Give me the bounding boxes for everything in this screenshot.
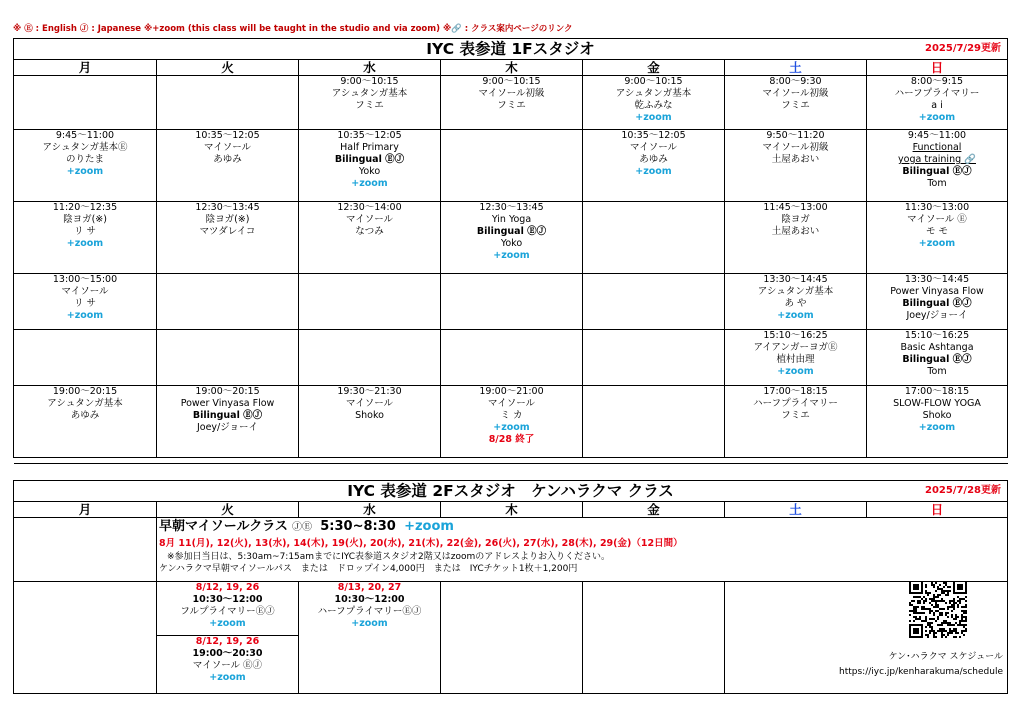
- class-line: Yoko: [358, 166, 381, 177]
- class-line: アシュタンガ基本: [331, 88, 408, 99]
- class-line: 乾ふみな: [634, 100, 673, 111]
- zoom-label: +zoom: [635, 166, 672, 177]
- class-cell-sat: [725, 130, 867, 202]
- kenha-weekend: [725, 582, 1008, 694]
- class-line: アシュタンガ基本: [615, 88, 692, 99]
- schedule-row: [14, 202, 1008, 274]
- wed-am-time: 10:30～12:00: [334, 594, 405, 605]
- kenha-tue-am: [157, 582, 299, 636]
- class-line: Basic Ashtanga: [900, 342, 974, 353]
- schedule-row: [14, 130, 1008, 202]
- class-cell-sat: [725, 76, 867, 130]
- class-cell-tue: [157, 130, 299, 202]
- class-cell-fri: [583, 202, 725, 274]
- class-line: Power Vinyasa Flow: [180, 398, 275, 409]
- class-line: マイソール: [203, 142, 252, 153]
- class-time: 13:30～14:45: [904, 274, 970, 285]
- early-empty-mon: [14, 518, 157, 582]
- class-line: あゆみ: [70, 410, 100, 421]
- class-time: 19:30～21:30: [337, 386, 402, 397]
- day-wed: 水: [299, 502, 441, 518]
- class-time: 10:35～12:05: [337, 130, 402, 141]
- class-cell-tue: [157, 330, 299, 386]
- kenha-mon: [14, 582, 157, 694]
- class-cell-sun: [867, 130, 1008, 202]
- class-cell-thu: [441, 76, 583, 130]
- class-time: 19:00～20:15: [52, 386, 118, 397]
- wed-am-zoom: +zoom: [351, 618, 388, 629]
- day-thu: 木: [441, 502, 583, 518]
- studio1-header: [14, 39, 1008, 60]
- zoom-label: +zoom: [66, 238, 104, 249]
- class-line: Joey/ジョーイ: [906, 310, 968, 321]
- class-line: Tom: [927, 366, 947, 377]
- class-time: 9:00～10:15: [340, 76, 399, 87]
- kenha-thu: [441, 582, 583, 694]
- class-time: 9:00～10:15: [482, 76, 541, 87]
- class-time: 8:00～9:15: [910, 76, 964, 87]
- class-cell-wed: [299, 274, 441, 330]
- class-line: リ サ: [73, 298, 97, 309]
- class-line: マツダレイコ: [199, 226, 256, 237]
- class-line: マイソール: [345, 398, 394, 409]
- class-line: Tom: [927, 178, 947, 189]
- class-line: 陰ヨガ: [781, 214, 810, 225]
- early-mysore-block: [157, 518, 1008, 582]
- class-line: フミエ: [497, 100, 526, 111]
- class-line: SLOW-FLOW YOGA: [893, 398, 981, 409]
- studio1-title: IYC 表参道 1Fスタジオ: [426, 40, 595, 58]
- class-line: なつみ: [355, 226, 384, 237]
- studio2-updated: 2025/7/28更新: [924, 485, 1001, 496]
- class-time: 12:30～13:45: [479, 202, 544, 213]
- zoom-label: +zoom: [918, 422, 956, 433]
- tue-am-dates: 8/12, 19, 26: [195, 582, 260, 593]
- class-cell-wed: [299, 330, 441, 386]
- class-time: 9:00～10:15: [624, 76, 683, 87]
- class-link[interactable]: yoga training 🔗: [898, 154, 976, 165]
- wed-am-name: ハーフプライマリーⒺⒿ: [317, 606, 422, 617]
- class-cell-fri: [583, 76, 725, 130]
- day-tue: 火: [157, 60, 299, 76]
- class-time: 12:30～13:45: [195, 202, 260, 213]
- class-line: リ サ: [73, 226, 97, 237]
- class-cell-sun: [867, 274, 1008, 330]
- class-line: マイソール: [629, 142, 678, 153]
- class-line: あゆみ: [213, 154, 242, 165]
- zoom-label: +zoom: [777, 366, 814, 377]
- studio1-day-row: [14, 60, 1008, 76]
- class-cell-sun: [867, 76, 1008, 130]
- class-time: 11:30～13:00: [904, 202, 970, 213]
- class-cell-tue: [157, 386, 299, 458]
- class-time: 19:00～20:15: [195, 386, 260, 397]
- class-line: Yin Yoga: [491, 214, 532, 225]
- class-line: マイソール初級: [762, 88, 829, 99]
- class-cell-mon: [14, 130, 157, 202]
- class-time: 8:00～9:30: [769, 76, 822, 87]
- qr-code-icon[interactable]: [907, 582, 969, 641]
- class-time: 10:35～12:05: [621, 130, 686, 141]
- zoom-label: +zoom: [351, 178, 388, 189]
- day-sat: 土: [725, 60, 867, 76]
- studio2-schedule: [13, 480, 1008, 694]
- zoom-label: +zoom: [66, 310, 104, 321]
- tue-pm-time: 19:00～20:30: [192, 648, 263, 659]
- tue-am-name: フルプライマリーⒺⒿ: [180, 606, 275, 617]
- class-time: 13:30～14:45: [763, 274, 828, 285]
- class-line: のりたま: [65, 154, 104, 165]
- early-note-price: ケンハラクマ早朝マイソールパス または ドロップイン4,000円 または IYCチケット1枚＋1,200円: [159, 564, 578, 574]
- class-time: 15:10～16:25: [763, 330, 828, 341]
- schedule-row: [14, 76, 1008, 130]
- class-time: 17:00～18:15: [763, 386, 828, 397]
- class-line: あ や: [784, 298, 807, 309]
- class-line: Power Vinyasa Flow: [890, 286, 984, 297]
- class-cell-mon: [14, 202, 157, 274]
- class-cell-thu: [441, 386, 583, 458]
- zoom-label: +zoom: [66, 166, 104, 177]
- bilingual-label: Bilingual ⒺⒿ: [902, 166, 972, 177]
- class-time: 9:50～11:20: [766, 130, 825, 141]
- studio2-title: IYC 表参道 2Fスタジオ ケンハラクマ クラス: [347, 482, 674, 500]
- class-time: 15:10～16:25: [904, 330, 970, 341]
- class-time: 12:30～14:00: [337, 202, 402, 213]
- class-link[interactable]: Functional: [912, 142, 962, 153]
- class-time: 10:35～12:05: [195, 130, 260, 141]
- class-cell-sun: [867, 330, 1008, 386]
- class-line: あゆみ: [639, 154, 668, 165]
- class-line: 土屋あおい: [771, 154, 820, 165]
- day-fri: 金: [583, 60, 725, 76]
- class-line: アシュタンガ基本: [757, 286, 834, 297]
- class-line: モ モ: [925, 226, 949, 237]
- day-mon: 月: [14, 60, 157, 76]
- class-time: 19:00～21:00: [479, 386, 544, 397]
- early-mysore-row: [14, 518, 1008, 582]
- studio2-header: [14, 481, 1008, 502]
- class-cell-sat: [725, 330, 867, 386]
- class-line: マイソール: [345, 214, 394, 225]
- schedule-row: [14, 330, 1008, 386]
- class-line: アシュタンガ基本: [47, 398, 123, 409]
- class-line: アイアンガーヨガⒺ: [753, 342, 838, 353]
- studio1-body: [14, 76, 1008, 464]
- class-time: 9:45～11:00: [907, 130, 967, 141]
- class-line: Yoko: [500, 238, 523, 249]
- class-line: Shoko: [922, 410, 952, 421]
- class-cell-fri: [583, 330, 725, 386]
- class-cell-thu: [441, 130, 583, 202]
- class-cell-mon: [14, 76, 157, 130]
- class-time: 17:00～18:15: [904, 386, 970, 397]
- kenha-fri: [583, 582, 725, 694]
- class-cell-mon: [14, 386, 157, 458]
- class-cell-wed: [299, 202, 441, 274]
- end-note: 8/28 終了: [488, 434, 535, 445]
- bilingual-label: Bilingual ⒺⒿ: [902, 298, 972, 309]
- day-mon: 月: [14, 502, 157, 518]
- zoom-label: +zoom: [493, 422, 530, 433]
- class-cell-tue: [157, 202, 299, 274]
- day-sat: 土: [725, 502, 867, 518]
- zoom-label: +zoom: [493, 250, 530, 261]
- early-heading: 早朝マイソールクラス: [159, 519, 288, 534]
- class-line: ハーフプライマリー: [753, 398, 838, 409]
- class-time: 11:20～12:35: [52, 202, 118, 213]
- early-note-entry: ※参加日当日は、5:30am~7:15amまでにIYC表参道スタジオ2階又はzoomのアドレスよりお入りください。: [167, 552, 610, 562]
- class-line: ハーフプライマリー: [894, 88, 980, 99]
- class-cell-tue: [157, 76, 299, 130]
- class-cell-sat: [725, 386, 867, 458]
- class-line: Joey/ジョーイ: [196, 422, 259, 433]
- wed-am-dates: 8/13, 20, 27: [337, 582, 402, 593]
- class-line: フミエ: [355, 100, 384, 111]
- class-line: マイソール Ⓔ: [907, 214, 967, 225]
- class-cell-sun: [867, 202, 1008, 274]
- early-zoom: +zoom: [404, 519, 454, 534]
- class-line: a i: [931, 100, 943, 111]
- class-cell-sat: [725, 274, 867, 330]
- early-dates: 8月 11(月), 12(火), 13(水), 14(木), 19(火), 20(水), 21(木), 22(金), 26(火), 27(水), 28(木), 29(金)（12日間）: [159, 538, 683, 549]
- class-cell-sun: [867, 386, 1008, 458]
- class-time: 11:45～13:00: [763, 202, 828, 213]
- class-cell-thu: [441, 274, 583, 330]
- class-line: 陰ヨガ(※): [63, 214, 107, 225]
- class-line: フミエ: [781, 410, 810, 421]
- day-sun: 日: [867, 60, 1008, 76]
- class-line: フミエ: [781, 100, 810, 111]
- kenha-wed: [299, 582, 441, 694]
- class-cell-sat: [725, 202, 867, 274]
- class-line: 土屋あおい: [771, 226, 820, 237]
- class-line: 植村由理: [776, 354, 815, 365]
- class-cell-fri: [583, 130, 725, 202]
- zoom-label: +zoom: [777, 310, 814, 321]
- class-cell-tue: [157, 274, 299, 330]
- class-time: 9:45～11:00: [55, 130, 115, 141]
- tue-am-zoom: +zoom: [209, 618, 246, 629]
- section-gap-cell: [14, 458, 1008, 464]
- tue-pm-name: マイソール ⒺⒿ: [192, 660, 263, 671]
- class-cell-thu: [441, 202, 583, 274]
- bilingual-label: Bilingual ⒺⒿ: [902, 354, 972, 365]
- class-line: マイソール初級: [762, 142, 829, 153]
- studio1-schedule: [13, 38, 1008, 464]
- early-time: 5:30~8:30: [320, 519, 396, 534]
- tue-pm-zoom: +zoom: [209, 672, 246, 683]
- zoom-label: +zoom: [635, 112, 672, 123]
- day-fri: 金: [583, 502, 725, 518]
- kenha-row-1: [14, 582, 1008, 636]
- class-time: 13:00～15:00: [52, 274, 118, 285]
- qr-label: ケン･ハラクマ スケジュール: [888, 652, 1003, 662]
- schedule-row: [14, 274, 1008, 330]
- bilingual-label: Bilingual ⒺⒿ: [192, 410, 263, 421]
- day-thu: 木: [441, 60, 583, 76]
- class-line: 陰ヨガ(※): [205, 214, 250, 225]
- class-line: マイソール初級: [478, 88, 545, 99]
- class-cell-fri: [583, 274, 725, 330]
- early-lang: ⒿⒺ: [291, 522, 312, 533]
- tue-am-time: 10:30～12:00: [192, 594, 263, 605]
- section-gap: [14, 458, 1008, 464]
- kenha-tue-pm: [157, 636, 299, 694]
- day-sun: 日: [867, 502, 1008, 518]
- class-cell-wed: [299, 386, 441, 458]
- tue-pm-dates: 8/12, 19, 26: [195, 636, 260, 647]
- class-line: アシュタンガ基本Ⓔ: [42, 142, 128, 153]
- day-tue: 火: [157, 502, 299, 518]
- class-line: マイソール: [487, 398, 536, 409]
- studio2-day-row: [14, 502, 1008, 518]
- class-cell-wed: [299, 76, 441, 130]
- class-line: Half Primary: [340, 142, 399, 153]
- class-cell-mon: [14, 274, 157, 330]
- legend-note: ※ Ⓔ : English Ⓙ : Japanese ※+zoom (this class will be taught in the studio and via zoom) ※🔗 : クラス案内ページのリンク: [13, 24, 573, 34]
- class-line: マイソール: [61, 286, 109, 297]
- zoom-label: +zoom: [918, 112, 956, 123]
- class-line: Shoko: [355, 410, 384, 421]
- class-cell-thu: [441, 330, 583, 386]
- class-line: ミ カ: [500, 410, 523, 421]
- class-cell-fri: [583, 386, 725, 458]
- schedule-row: [14, 386, 1008, 458]
- class-cell-mon: [14, 330, 157, 386]
- bilingual-label: Bilingual ⒺⒿ: [334, 154, 405, 165]
- studio1-updated: 2025/7/29更新: [924, 43, 1001, 54]
- bilingual-label: Bilingual ⒺⒿ: [476, 226, 547, 237]
- day-wed: 水: [299, 60, 441, 76]
- zoom-label: +zoom: [918, 238, 956, 249]
- class-cell-wed: [299, 130, 441, 202]
- qr-url[interactable]: https://iyc.jp/kenharakuma/schedule: [839, 667, 1003, 677]
